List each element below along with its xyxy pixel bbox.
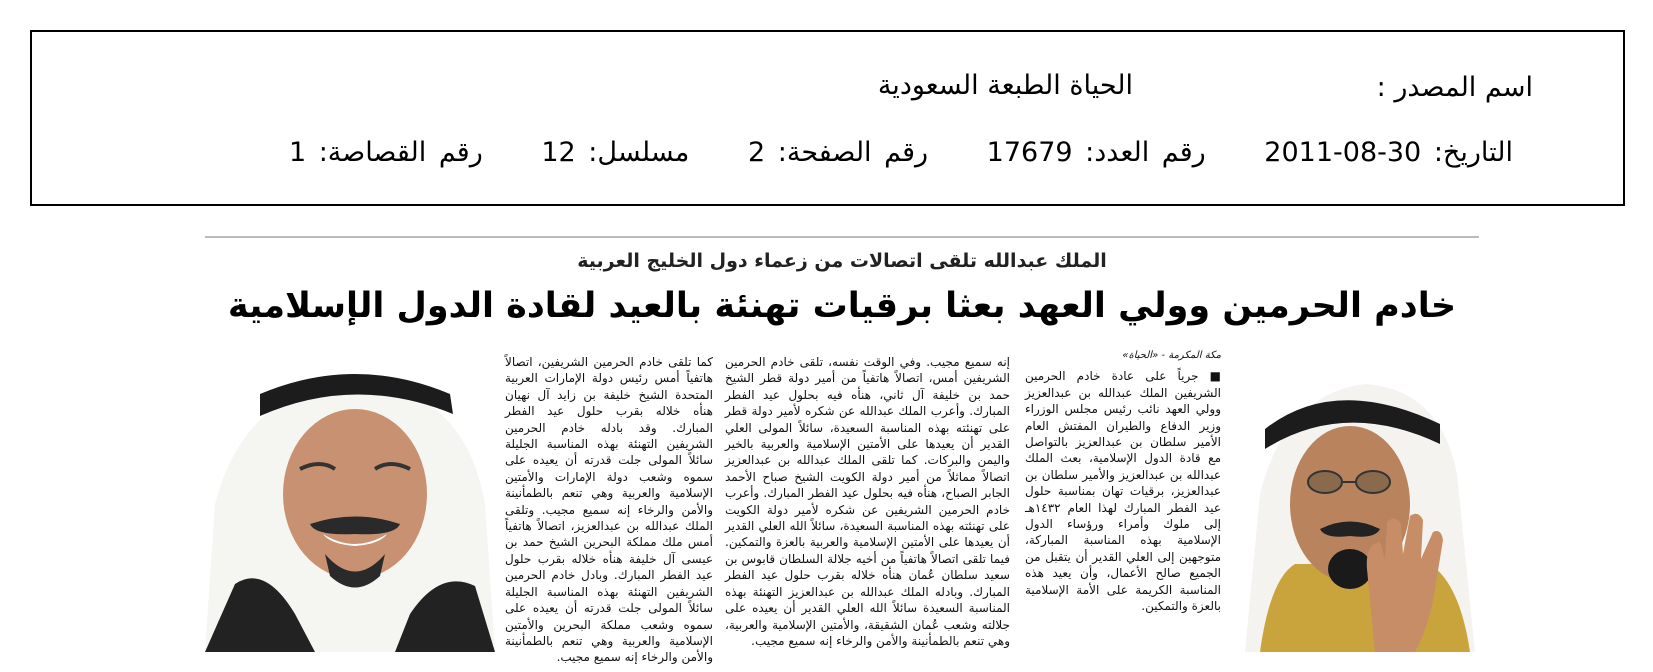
dateline: مكة المكرمة - «الحياة» <box>1122 350 1221 361</box>
page-number-field: رقم الصفحة: 2 <box>747 137 929 168</box>
column-2-text: إنه سميع مجيب. وفي الوقت نفسه، تلقى خادم الحرمين الشريفين أمس، اتصالاً هاتفياً من أمير دولة قطر الشيخ حمد بن خليفة آل ثاني، هنأه فيه بحلول عيد الفطر المبارك. وأعرب الملك عبدالله عن شكره لأمير دولة قطر على تهنئته بهذه المناسبة السعيدة، سائلاً المولى العلي القدير أن يعيدها على الأمتين الإسلامية والعربية بالخير واليمن والبركات. كما تلقى الملك عبدالله بن عبدالعزيز اتصالاً مماثلاً من أمير دولة الكويت الشيخ صباح الأحمد الجابر الصباح، هنأه فيه بحلول عيد الفطر المبارك. وأعرب خادم الحرمين الشريفين عن شكره لأمير دولة الكويت على تهنئته بهذه المناسبة السعيدة، سائلاً الله العلي القدير أن يعيدها على الأمتين الإسلامية والعربية بالعزة والتمكين. فيما تلقى اتصالاً هاتفياً من أخيه جلالة السلطان قابوس بن سعيد سلطان عُمان هنأه خلاله بقرب حلول عيد الفطر المبارك. وبادله الملك عبدالله بن عبدالعزيز التهنئة بهذه المناسبة السعيدة سائلاً الله العلي القدير أن يعيده على جلالته وشعب عُمان الشقيقة، والأمتين الإسلامية والعربية، وهي تنعم بالطمأنينة والأمن والرخاء إنه سميع مجيب. <box>725 355 1010 648</box>
serial-field: مسلسل: 12 <box>541 137 690 168</box>
column-3-text: كما تلقى خادم الحرمين الشريفين، اتصالاً هاتفياً أمس رئيس دولة الإمارات العربية المتحدة الشيخ خليفة بن زايد آل نهيان هنأه خلاله بقرب حلول عيد الفطر المبارك. وقد بادله خادم الحرمين الشريفين التهنئة بهذه المناسبة الجليلة سائلاً المولى جلت قدرته أن يعيده على سموه وشعب دولة الإمارات والأمتين الإسلامية والعربية وهي تنعم بالطمأنينة والأمن والرخاء إنه سميع مجيب. وتلقى الملك عبدالله بن عبدالعزيز، اتصالاً هاتفياً أمس ملك مملكة البحرين الشيخ حمد بن عيسى آل خليفة هنأه خلاله بقرب حلول عيد الفطر المبارك. وبادل خادم الحرمين الشريفين التهنئة بهذه المناسبة الجليلة سائلاً المولى جلت قدرته أن يعيده على سموه وشعب مملكة البحرين والأمتين الإسلامية والعربية وهي تنعم بالطمأنينة والأمن والرخاء إنه سميع مجيب. <box>505 355 713 665</box>
article-column-3 <box>505 354 713 665</box>
article-column-2 <box>725 354 1010 652</box>
date-field: التاريخ: 30-08-2011 <box>1264 137 1513 168</box>
column-1-text: ■ جرياً على عادة خادم الحرمين الشريفين الملك عبدالله بن عبدالعزيز وولي العهد نائب رئيس مجلس الوزراء وزير الدفاع والطيران المفتش العام الأمير سلطان بن عبدالعزيز بالتواصل مع قادة الدول الإسلامية، بعث الملك عبدالله بن عبدالعزيز والأمير سلطان بن عبدالعزيز، برقيات تهان بمناسبة حلول عيد الفطر المبارك لهذا العام ١٤٣٢هـ إلى ملوك وأمراء ورؤساء الدول الإسلامية بهذه المناسبة المباركة، متوجهين إلى العلي القدير أن يتقبل من الجميع صالح الأعمال، وأن يعيد هذه المناسبة الكريمة على الأمة الإسلامية بالعزة والتمكين. <box>1025 369 1221 614</box>
article-kicker: الملك عبدالله تلقى اتصالات من زعماء دول الخليج العربية <box>577 250 1107 272</box>
article-column-1 <box>1025 348 1221 646</box>
clip-number-field: رقم القصاصة: 1 <box>288 137 483 168</box>
article-headline: خادم الحرمين وولي العهد بعثا برقيات تهنئة بالعيد لقادة الدول الإسلامية <box>227 286 1457 326</box>
source-label: اسم المصدر : <box>1376 72 1533 103</box>
issue-number-field: رقم العدد: 17679 <box>986 137 1206 168</box>
crown-prince-photo <box>205 354 505 652</box>
source-value: الحياة الطبعة السعودية <box>877 70 1133 101</box>
source-info-box <box>30 30 1625 206</box>
newspaper-clipping <box>205 236 1479 665</box>
king-photo <box>1225 354 1479 652</box>
metadata-line <box>289 137 1513 168</box>
top-rule <box>205 236 1479 238</box>
